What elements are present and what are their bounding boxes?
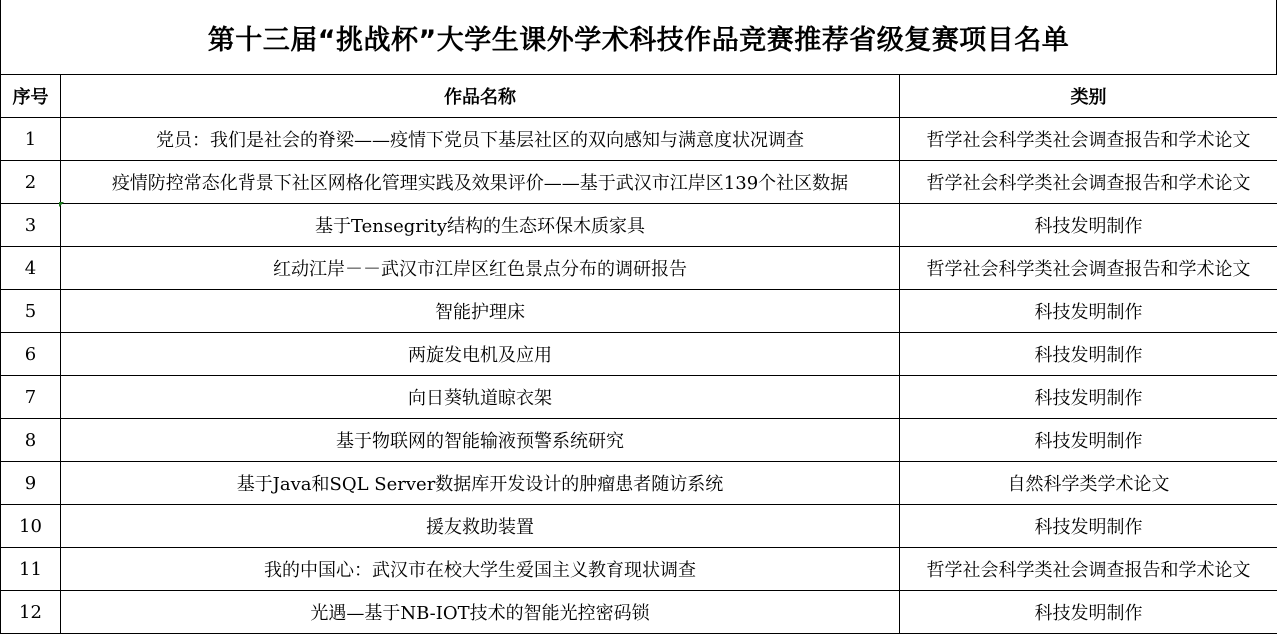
table-row [1, 376, 1277, 419]
cell-name[interactable]: 光遇—基于NB-IOT技术的智能光控密码锁 [61, 591, 900, 634]
cell-no[interactable]: 5 [1, 290, 61, 333]
cell-no[interactable]: 6 [1, 333, 61, 376]
cell-no[interactable]: 3 [1, 204, 61, 247]
header-name[interactable]: 作品名称 [61, 75, 900, 118]
cell-category[interactable]: 哲学社会科学类社会调查报告和学术论文 [900, 548, 1277, 591]
table-row [1, 419, 1277, 462]
cell-category[interactable]: 科技发明制作 [900, 333, 1277, 376]
cell-name[interactable]: 疫情防控常态化背景下社区网格化管理实践及效果评价——基于武汉市江岸区139个社区数据 [61, 161, 900, 204]
cell-no[interactable]: 8 [1, 419, 61, 462]
table-row [1, 118, 1277, 161]
cell-name[interactable]: 红动江岸－－武汉市江岸区红色景点分布的调研报告 [61, 247, 900, 290]
cell-category[interactable]: 自然科学类学术论文 [900, 462, 1277, 505]
cell-no[interactable]: 11 [1, 548, 61, 591]
cell-name[interactable]: 向日葵轨道晾衣架 [61, 376, 900, 419]
table-row [1, 462, 1277, 505]
cell-no[interactable]: 12 [1, 591, 61, 634]
cell-category[interactable]: 科技发明制作 [900, 376, 1277, 419]
header-row [1, 75, 1277, 118]
cell-category[interactable]: 哲学社会科学类社会调查报告和学术论文 [900, 118, 1277, 161]
table-row [1, 204, 1277, 247]
cell-category[interactable]: 科技发明制作 [900, 591, 1277, 634]
cell-name[interactable]: 援友救助装置 [61, 505, 900, 548]
sheet-title: 第十三届“挑战杯”大学生课外学术科技作品竞赛推荐省级复赛项目名单 [207, 24, 1070, 56]
cell-no[interactable]: 9 [1, 462, 61, 505]
cell-category[interactable]: 哲学社会科学类社会调查报告和学术论文 [900, 161, 1277, 204]
cell-category[interactable]: 科技发明制作 [900, 505, 1277, 548]
cell-name[interactable]: 两旋发电机及应用 [61, 333, 900, 376]
cell-name[interactable]: 基于物联网的智能输液预警系统研究 [61, 419, 900, 462]
header-category[interactable]: 类别 [900, 75, 1277, 118]
cell-no[interactable]: 4 [1, 247, 61, 290]
cell-category[interactable]: 科技发明制作 [900, 204, 1277, 247]
cell-category[interactable]: 科技发明制作 [900, 419, 1277, 462]
table-row [1, 247, 1277, 290]
cell-no[interactable]: 7 [1, 376, 61, 419]
cell-name[interactable]: 智能护理床 [61, 290, 900, 333]
header-no[interactable]: 序号 [1, 75, 61, 118]
table-row [1, 333, 1277, 376]
cell-name[interactable]: 基于Tensegrity结构的生态环保木质家具 [61, 204, 900, 247]
cell-no[interactable]: 10 [1, 505, 61, 548]
cell-comment-indicator-icon [59, 202, 64, 207]
cell-name[interactable]: 党员：我们是社会的脊梁——疫情下党员下基层社区的双向感知与满意度状况调查 [61, 118, 900, 161]
title-cell[interactable] [0, 0, 1277, 74]
table-row [1, 505, 1277, 548]
cell-no[interactable]: 1 [1, 118, 61, 161]
project-table [0, 74, 1277, 634]
cell-category[interactable]: 科技发明制作 [900, 290, 1277, 333]
cell-name[interactable]: 我的中国心：武汉市在校大学生爱国主义教育现状调查 [61, 548, 900, 591]
cell-category[interactable]: 哲学社会科学类社会调查报告和学术论文 [900, 247, 1277, 290]
table-row [1, 290, 1277, 333]
table-row [1, 161, 1277, 204]
cell-no[interactable]: 2 [1, 161, 61, 204]
cell-name[interactable]: 基于Java和SQL Server数据库开发设计的肿瘤患者随访系统 [61, 462, 900, 505]
table-row [1, 591, 1277, 634]
table-row [1, 548, 1277, 591]
